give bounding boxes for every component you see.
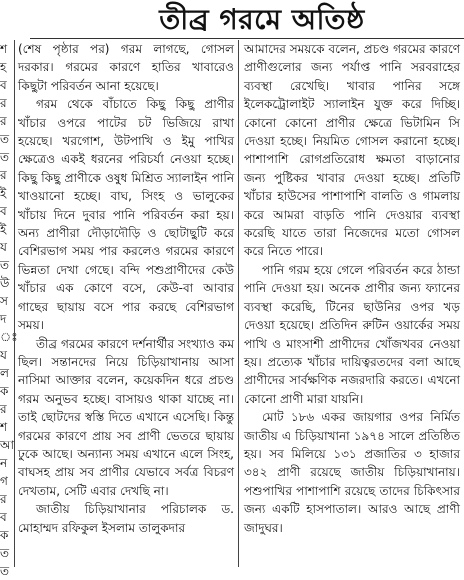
edge-letter: ত bbox=[0, 132, 10, 146]
edge-letter: আ bbox=[0, 438, 14, 452]
edge-letter: ত bbox=[0, 546, 10, 560]
edge-letter: ই bbox=[0, 186, 7, 200]
edge-letter: ন bbox=[0, 456, 8, 470]
edge-letter: ব bbox=[0, 204, 7, 218]
edge-letter: র bbox=[0, 96, 7, 110]
paragraph: পানি গরম হয়ে গেলে পরিবর্তন করে ঠান্ডা পানি দেওয়া হয়। অনেক প্রাণীর জন্য ফ্যানের ব্যবস্থা করেছি, টিনের ছাউনির ওপর খড় দেওয়া হয়েছে। প্রতিদিন রুটিন ওয়ার্কের সময় পাখি ও মাংসাশী প্রাণীদের খোঁজখবর নেওয়া হয়। প্রত্যেক খাঁচার দায়িত্বরতদের বলা আছে প্রাণীদের সার্বক্ষণিক নজরদারি করতে। এখনো কোনো প্রাণী মারা যায়নি। bbox=[244, 262, 460, 406]
edge-letter: শ bbox=[0, 420, 8, 434]
column-divider-left bbox=[14, 40, 15, 567]
column-divider-middle bbox=[238, 40, 239, 567]
cropped-adjacent-column bbox=[0, 40, 18, 578]
edge-letter: র bbox=[0, 168, 7, 182]
paragraph: তীব্র গরমের কারণে দর্শনার্থীর সংখ্যাও কম ছিল। সন্তানদের নিয়ে চিড়িয়াখানায় আসা নাসিমা আক্তার বলেন, কয়েকদিন ধরে প্রচণ্ড গরম অনুভব হচ্ছে। বাসায়ও থাকা যাচ্ছে না। তাই ছোটদের স্বস্তি দিতে এখানে এসেছি। কিন্তু গরমের কারণে প্রায় সব প্রাণী ভেতরে ছায়ায় ঢুকে আছে। অন্যান্য সময় এখানে এলে সিংহ, বাঘসহ প্রায় সব প্রাণীর যেভাবে সর্বত্র বিচরণ দেখতাম, সেটি এবার দেখছি না। bbox=[18, 336, 234, 498]
article-column-right bbox=[244, 40, 460, 537]
edge-letter: র bbox=[0, 114, 7, 128]
article-column-left bbox=[18, 40, 234, 537]
edge-letter: ত bbox=[0, 564, 10, 578]
edge-letter: শ bbox=[0, 42, 8, 56]
edge-letter: স bbox=[0, 294, 8, 308]
edge-letter: য bbox=[0, 240, 7, 254]
paragraph: আমাদের সময়কে বলেন, প্রচণ্ড গরমের কারণে প্রাণীগুলোর জন্য পর্যাপ্ত পানি সরবরাহের ব্যবস্থা রেখেছি। খাবার পানির সঙ্গে ইলেকট্রোলাইট স্যালাইন যুক্ত করে দিচ্ছি। কোনো কোনো প্রাণীর ক্ষেত্রে ভিটামিন সি দেওয়া হচ্ছে। নিয়মিত গোসল করানো হচ্ছে। পাশাপাশি রোগপ্রতিরোধ ক্ষমতা বাড়ানোর জন্য পুষ্টিকর খাবার দেওয়া হচ্ছে। প্রতিটি খাঁচার হাউসের পাশাপাশি বালতি ও গামলায় করে আমরা বাড়তি পানি দেওয়ার ব্যবস্থা করেছি যাতে তারা নিজেদের মতো গোসল করে নিতে পারে। bbox=[244, 42, 460, 259]
edge-letter: ত bbox=[0, 258, 10, 272]
edge-letter: উ bbox=[0, 276, 10, 290]
edge-letter: ক bbox=[0, 384, 9, 398]
edge-letter: ল bbox=[0, 366, 9, 380]
headline-rule bbox=[30, 38, 464, 39]
edge-letter: ই bbox=[0, 222, 7, 236]
edge-letter: র bbox=[0, 402, 7, 416]
edge-letter: ত bbox=[0, 150, 10, 164]
paragraph: (শেষ পৃষ্ঠার পর) গরম লাগছে, গোসল দরকার। গরমের কারণে হাতির খাবারেও কিছুটা পরিবর্তন আনা হয়েছে। bbox=[18, 42, 234, 93]
paragraph: মোট ১৮৬ একর জায়গার ওপর নির্মিত জাতীয় এ চিড়িয়াখানা ১৯৭৪ সালে প্রতিষ্ঠিত হয়। সব মিলিয়ে ১৩১ প্রজাতির ৩ হাজার ৩৪২ প্রাণী রয়েছে জাতীয় চিড়িয়াখানায়। পশুপাখির পাশাপাশি রয়েছে তাদের চিকিৎসার জন্য একটি হাসপাতাল। আরও আছে প্রাণী জাদুঘর। bbox=[244, 410, 460, 535]
edge-letter: র bbox=[0, 492, 7, 506]
edge-letter: গ bbox=[0, 474, 8, 488]
edge-letter: হ bbox=[0, 60, 7, 74]
article-headline: তীব্র গরমে অতিষ্ঠ bbox=[159, 3, 365, 36]
edge-letter: ক bbox=[0, 528, 9, 542]
edge-letter: ঃ bbox=[0, 330, 18, 344]
edge-letter: য bbox=[0, 348, 7, 362]
edge-letter: দ bbox=[0, 312, 7, 326]
edge-letter: ব bbox=[0, 510, 7, 524]
paragraph: জাতীয় চিড়িয়াখানার পরিচালক ড. মোহাম্মদ রফিকুল ইসলাম তালুকদার bbox=[18, 502, 234, 535]
edge-letter: ব bbox=[0, 78, 7, 92]
paragraph: গরম থেকে বাঁচাতে কিছু কিছু প্রাণীর খাঁচার ওপরে পাটের চট ভিজিয়ে রাখা হয়েছে। খরগোশ, উটপাখি ও ইমু পাখির ক্ষেত্রেও একই ধরনের পরিচর্যা নেওয়া হচ্ছে। কিছু কিছু প্রাণীকে ওষুধ মিশ্রিত স্যালাইন পানি খাওয়ানো হচ্ছে। বাঘ, সিংহ ও ভালুকের খাঁচায় দিনে দুবার পানি পরিবর্তন করা হয়। অন্য প্রাণীরা দৌড়াদৌড়ি ও ছোটাছুটি করে বেশিরভাগ সময় পার করলেও গরমের কারণে ভিন্নতা দেখা গেছে। বন্দি পশুপ্রাণীদের কেউ খাঁচার এক কোণে বসে, কেউ-বা আবার গাছের ছায়ায় বসে পার করছে বেশিরভাগ সময়। bbox=[18, 97, 234, 333]
